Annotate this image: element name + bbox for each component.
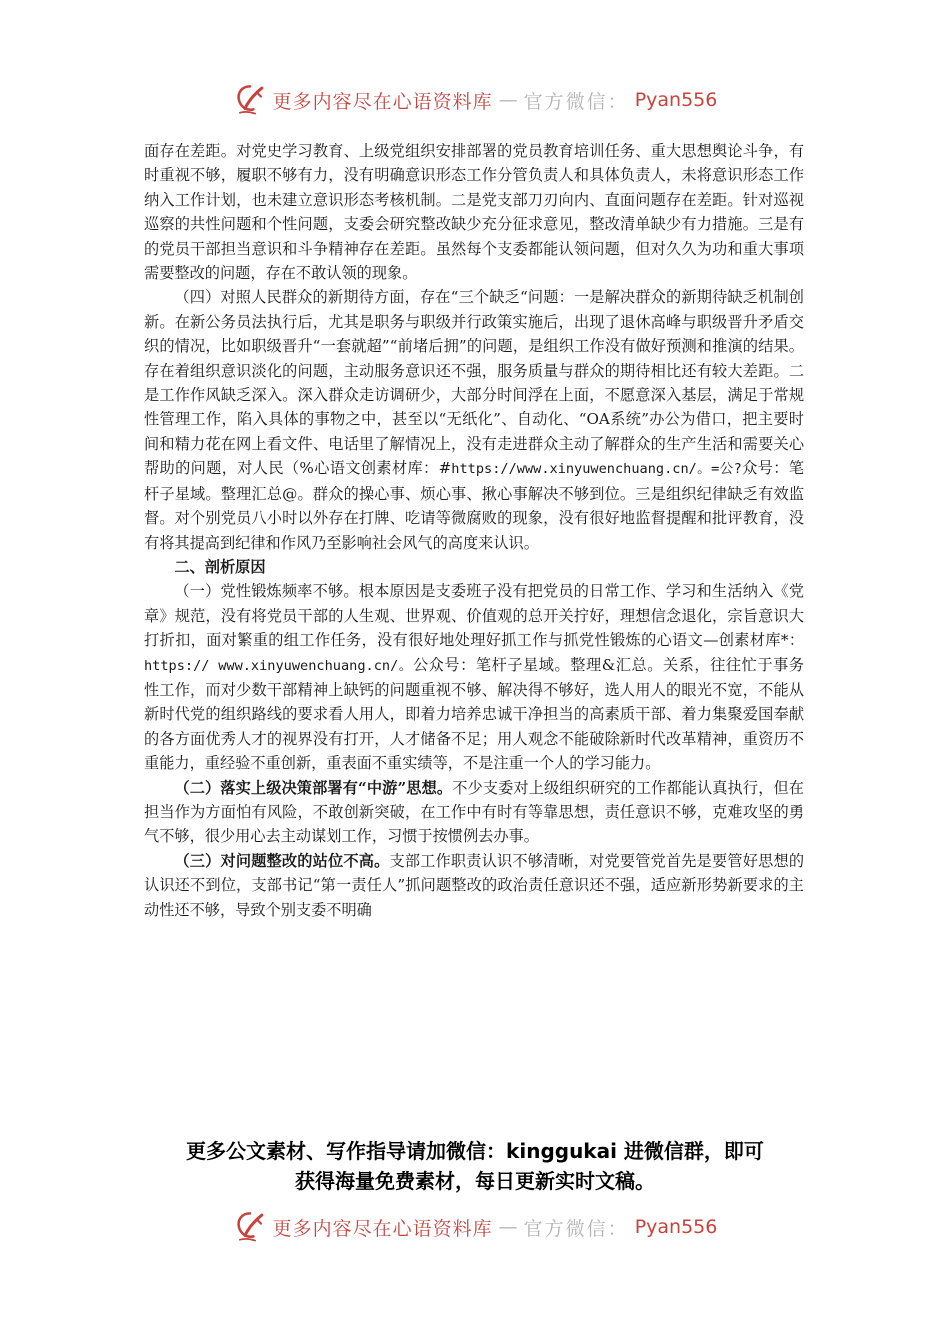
paragraph-text: （一）党性锻炼频率不够。根本原因是支委班子没有把党员的日常工作、学习和生活纳入《党章》规范，没有将党员干部的人生观、世界观、价值观的总开关拧好，理想信念退化，宗旨意识大打折扣，面对繁重的组工作任务，没有很好地处理好抓工作与抓党性锻炼的心语文—创素材库*： <box>144 582 804 650</box>
watermark-separator: — <box>498 89 518 111</box>
pen-logo-icon <box>233 83 267 117</box>
watermark-separator: — <box>498 1216 518 1238</box>
paragraph-people-expectations <box>144 285 804 554</box>
paragraph-text: 支部工作职责认识不够清晰，对党要管党首先是要管好思想的认识还不到位，支部书记“第一责任人”抓问题整改的政治责任意识还不强，适应新形势新要求的主动性还不够，导致个别支委不明确 <box>144 851 805 919</box>
header-watermark <box>0 80 950 120</box>
pen-logo-icon <box>233 1210 267 1244</box>
promo-banner <box>0 1136 950 1196</box>
paragraph-lead: （三）对问题整改的站位不高。 <box>174 851 390 870</box>
paragraph-text: 公众号：笔杆子星域。整理&汇总。关系，往往忙于事务性工作，而对少数干部精神上缺钙的问题重视不够、解决得不够好，选人用人的眼光不宽，不能从新时代党的组织路线的要求看人用人，即着力培养忠诚干净担当的高素质干部、着力集聚爱国奉献的各方面优秀人才的视界没有打开，人才储备不足；用人观念不能破除新时代改革精神，重资历不重能力，重经验不重创新，重表面不重实绩等，不是注重一个人的学习能力。 <box>144 655 804 773</box>
watermark-library-text: 更多内容尽在心语资料库 <box>272 90 493 113</box>
watermark-wechat-id: Pyan556 <box>634 1216 718 1238</box>
watermark-wechat-id: Pyan556 <box>634 89 718 111</box>
inline-url: https://www.xinyuwenchuang.cn/。=公? <box>451 461 742 478</box>
footer-watermark <box>0 1207 950 1247</box>
watermark-wechat-label: 官方微信： <box>523 90 629 113</box>
paragraph-text: 众号：笔杆子星域。整理汇总@。群众的操心事、烦心事、揪心事解决不够到位。三是组织纪律缺乏有效监督。对个别党员八小时以外存在打牌、吃请等微腐败的现象，没有很好地监督提醒和批评教育，没有将其提高到纪律和作风乃至影响社会风气的高度来认识。 <box>144 459 804 552</box>
paragraph-party-training <box>144 579 804 775</box>
promo-line-2: 获得海量免费素材，每日更新实时文稿。 <box>295 1169 655 1193</box>
paragraph-lead: （二）落实上级决策部署有“中游”思想。 <box>174 778 453 797</box>
paragraph-midstream-mindset <box>144 776 804 849</box>
watermark-library-text: 更多内容尽在心语资料库 <box>272 1217 493 1240</box>
document-body <box>144 139 804 922</box>
section-heading: 二、剖析原因 <box>174 557 266 576</box>
paragraph-text: （四）对照人民群众的新期待方面，存在“三个缺乏“问题：一是解决群众的新期待缺乏机制创新。在新公务员法执行后，尤其是职务与职级并行政策实施后，出现了退休高峰与职级晋升矛盾交织的情况，比如职级晋升“一套就超”“前堵后拥”的问题，是组织工作没有做好预测和推演的结果。存在着组织意识淡化的问题，主动服务意识还不强，服务质量与群众的期待相比还有较大差距。二是工作作风缺乏深入。深入群众走访调研少，大部分时间浮在上面，不愿意深入基层，满足于常规性管理工作，陷入具体的事物之中，甚至以“无纸化”、自动化、“OA系统”办公为借口，把主要时间和精力花在网上看文件、电话里了解情况上，没有走进群众主动了解群众的生产生活和需要关心帮助的问题，对人民（%心语文创素材库：# <box>144 288 804 478</box>
paragraph-text: 不少支委对上级组织研究的工作都能认真执行，但在担当作为方面怕有风险，不敢创新突破，在工作中有时有等靠思想，责任意识不够，克难攻坚的勇气不够，很少用心去主动谋划工作，习惯于按惯例去办事。 <box>144 778 804 846</box>
paragraph-rectification <box>144 849 804 922</box>
inline-url: https:// www.xinyuwenchuang.cn/。 <box>144 657 413 674</box>
watermark-wechat-label: 官方微信： <box>523 1217 629 1240</box>
paragraph-continuation: 面存在差距。对党史学习教育、上级党组织安排部署的党员教育培训任务、重大思想舆论斗争，有时重视不够，履职不够有力，没有明确意识形态工作分管负责人和具体负责人，未将意识形态工作纳入工作计划，也未建立意识形态考核机制。二是党支部刀刃向内、直面问题存在差距。针对巡视巡察的共性问题和个性问题，支委会研究整改缺少充分征求意见，整改清单缺少有力措施。三是有的党员干部担当意识和斗争精神存在差距。虽然每个支委都能认领问题，但对久久为功和重大事项需要整改的问题，存在不敢认领的现象。 <box>144 142 804 283</box>
promo-line-1: 更多公文素材、写作指导请加微信：kinggukai 进微信群，即可 <box>186 1139 764 1163</box>
